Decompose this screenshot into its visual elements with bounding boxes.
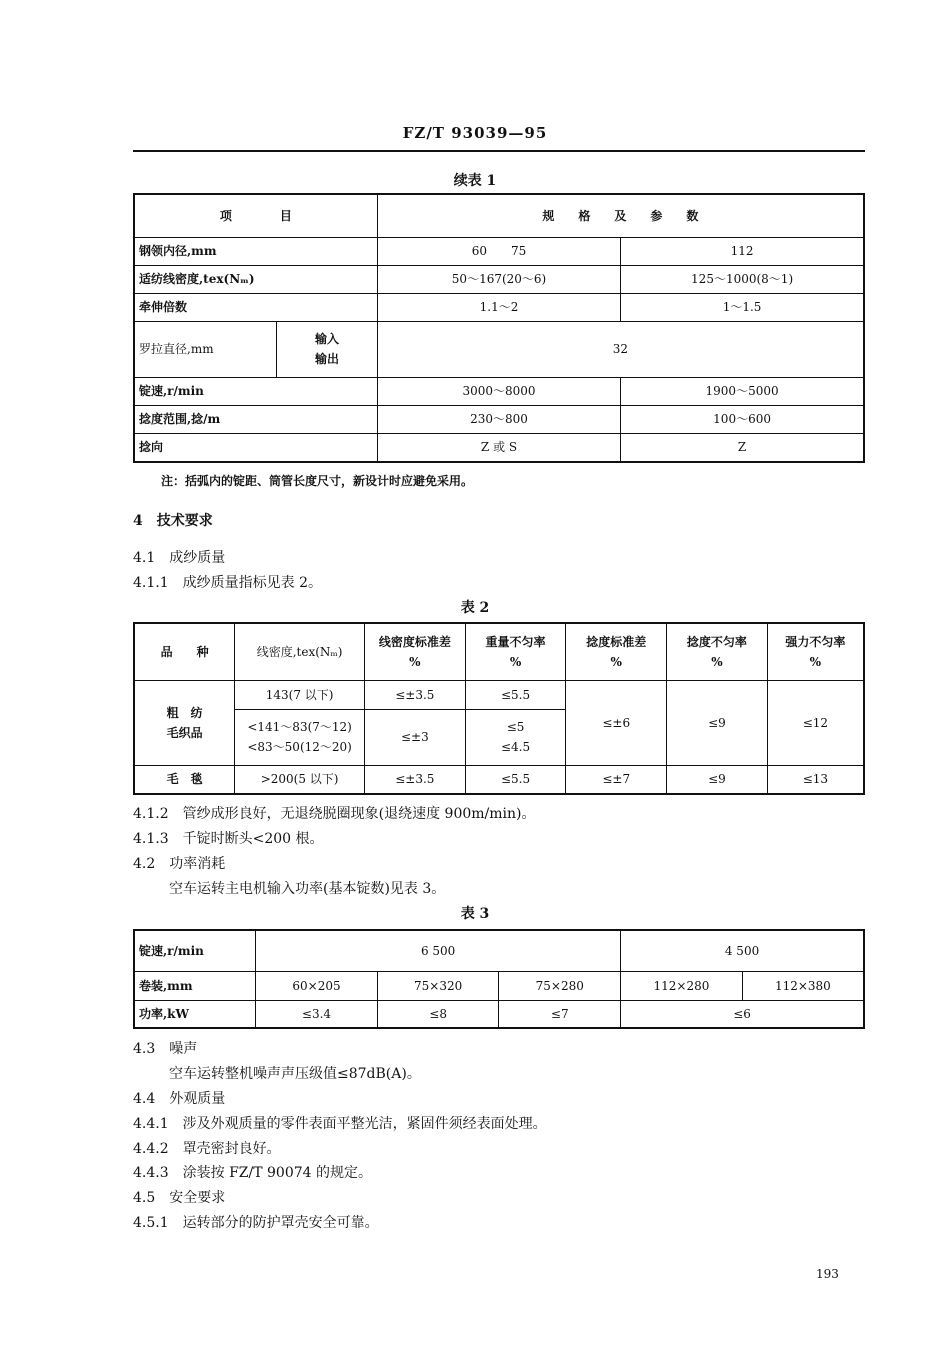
table-cell: 锭速,r/min bbox=[134, 377, 377, 405]
table-cell: 1900～5000 bbox=[621, 377, 864, 405]
section-4-heading: 4 技术要求 bbox=[133, 513, 213, 529]
table-row bbox=[134, 237, 864, 265]
table-cell: ≤7 bbox=[499, 1000, 621, 1028]
table-cell: 1.1～2 bbox=[377, 293, 620, 321]
table-row bbox=[134, 293, 864, 321]
cell-line: <83～50(12～20) bbox=[247, 740, 352, 754]
table-cell: 品 种 bbox=[134, 623, 235, 680]
input-label: 输入 bbox=[315, 332, 340, 346]
table1-note: 注：括弧内的锭距、筒管长度尺寸，新设计时应避免采用。 bbox=[161, 474, 474, 488]
document-header: FZ/T 93039—95 bbox=[402, 124, 548, 142]
table-row bbox=[134, 405, 864, 433]
section-4-4-2: 4.4.2 罩壳密封良好。 bbox=[133, 1141, 281, 1157]
table-cell: 230～800 bbox=[377, 405, 620, 433]
table-cell: 牵伸倍数 bbox=[134, 293, 377, 321]
section-4-1-3: 4.1.3 千锭时断头<200 根。 bbox=[133, 831, 324, 847]
table-cell bbox=[364, 623, 465, 680]
table-cell: 60×205 bbox=[256, 971, 378, 1000]
table-cell: 线密度,tex(Nₘ) bbox=[235, 623, 365, 680]
table1-head-spec: 规 格 及 参 数 bbox=[377, 194, 864, 237]
table-cell: ≤±6 bbox=[566, 680, 667, 765]
table1-header-row bbox=[134, 194, 864, 237]
head-text: 线密度标准差 bbox=[378, 634, 451, 649]
table-cell: 卷装,mm bbox=[134, 971, 256, 1000]
table3-caption: 表 3 bbox=[460, 906, 490, 922]
table-cell bbox=[465, 623, 566, 680]
head-text: 捻度标准差 bbox=[586, 634, 647, 649]
cell-line: ≤5 bbox=[506, 720, 525, 734]
table-cell: Z bbox=[621, 433, 864, 462]
table3 bbox=[133, 929, 865, 1029]
table-cell: 4 500 bbox=[621, 930, 864, 971]
table-cell: Z 或 S bbox=[377, 433, 620, 462]
page-number: 193 bbox=[816, 1267, 839, 1281]
table-cell: ≤6 bbox=[621, 1000, 864, 1028]
table-row bbox=[134, 930, 864, 971]
table-cell: 罗拉直径,mm bbox=[134, 321, 277, 377]
section-4-2: 4.2 功率消耗 bbox=[133, 856, 226, 872]
table-cell: 锭速,r/min bbox=[134, 930, 256, 971]
group-label: 粗 纺 bbox=[166, 705, 203, 720]
group-label: 毛织品 bbox=[166, 725, 203, 740]
table-cell: ≤3.4 bbox=[256, 1000, 378, 1028]
table-cell: 60 75 bbox=[377, 237, 620, 265]
head-text: 捻度不匀率 bbox=[686, 634, 747, 649]
table-cell bbox=[566, 623, 667, 680]
table-cell bbox=[667, 623, 768, 680]
cell-line: ≤4.5 bbox=[500, 740, 531, 754]
table1-head-item: 项 目 bbox=[134, 194, 377, 237]
table-cell: ≤±7 bbox=[566, 765, 667, 794]
table-cell: 3000～8000 bbox=[377, 377, 620, 405]
table-cell bbox=[134, 680, 235, 765]
table-row bbox=[134, 377, 864, 405]
table-cell: 毛 毯 bbox=[134, 765, 235, 794]
table-cell: 32 bbox=[377, 321, 864, 377]
section-4-4-3: 4.4.3 涂装按 FZ/T 90074 的规定。 bbox=[133, 1165, 373, 1181]
table-cell: 75×320 bbox=[377, 971, 499, 1000]
section-4-1-1: 4.1.1 成纱质量指标见表 2。 bbox=[133, 575, 322, 591]
table-cell: 125～1000(8～1) bbox=[621, 265, 864, 293]
table-cell: ≤±3.5 bbox=[364, 765, 465, 794]
table-row bbox=[134, 321, 864, 377]
table-cell: ≤12 bbox=[767, 680, 864, 765]
table2-header-row bbox=[134, 623, 864, 680]
head-text: 重量不匀率 bbox=[485, 634, 546, 649]
table-cell: 6 500 bbox=[256, 930, 621, 971]
table-cell: >200(5 以下) bbox=[235, 765, 365, 794]
output-label: 输出 bbox=[315, 352, 340, 366]
table-row bbox=[134, 433, 864, 462]
head-unit: % bbox=[711, 654, 723, 669]
head-unit: % bbox=[610, 654, 622, 669]
table1 bbox=[133, 193, 865, 463]
table-cell: 75×280 bbox=[499, 971, 621, 1000]
table-cell bbox=[465, 709, 566, 765]
head-text: 强力不匀率 bbox=[785, 634, 846, 649]
table-cell: 143(7 以下) bbox=[235, 680, 365, 709]
section-4-2-text: 空车运转主电机输入功率(基本锭数)见表 3。 bbox=[169, 881, 446, 897]
head-unit: % bbox=[509, 654, 522, 669]
table-cell bbox=[277, 321, 378, 377]
table-cell: 捻向 bbox=[134, 433, 377, 462]
table-cell: 钢领内径,mm bbox=[134, 237, 377, 265]
table-row bbox=[134, 765, 864, 794]
section-4-1-2: 4.1.2 管纱成形良好，无退绕脱圈现象(退绕速度 900m/min)。 bbox=[133, 806, 536, 822]
section-4-1: 4.1 成纱质量 bbox=[133, 550, 226, 566]
table-cell: 1～1.5 bbox=[621, 293, 864, 321]
table-cell: ≤5.5 bbox=[465, 680, 566, 709]
table-cell: ≤13 bbox=[767, 765, 864, 794]
table1-caption: 续表 1 bbox=[453, 173, 497, 189]
section-4-5: 4.5 安全要求 bbox=[133, 1190, 226, 1206]
table-cell: ≤±3.5 bbox=[364, 680, 465, 709]
table-row bbox=[134, 1000, 864, 1028]
header-rule bbox=[133, 150, 865, 152]
table-cell: ≤±3 bbox=[364, 709, 465, 765]
table-cell: ≤9 bbox=[667, 680, 768, 765]
section-4-5-1: 4.5.1 运转部分的防护罩壳安全可靠。 bbox=[133, 1215, 379, 1231]
table-row bbox=[134, 971, 864, 1000]
table-cell: 112 bbox=[621, 237, 864, 265]
table-cell: ≤5.5 bbox=[465, 765, 566, 794]
table-cell: 100～600 bbox=[621, 405, 864, 433]
table-cell: 功率,kW bbox=[134, 1000, 256, 1028]
table-cell bbox=[235, 709, 365, 765]
head-unit: % bbox=[409, 654, 421, 669]
table-row bbox=[134, 680, 864, 709]
table-cell bbox=[767, 623, 864, 680]
section-4-3: 4.3 噪声 bbox=[133, 1041, 198, 1057]
table-cell: 50～167(20～6) bbox=[377, 265, 620, 293]
table-cell: 112×280 bbox=[621, 971, 743, 1000]
table-cell: 捻度范围,捻/m bbox=[134, 405, 377, 433]
table-cell: 适纺线密度,tex(Nₘ) bbox=[134, 265, 377, 293]
table2 bbox=[133, 622, 865, 795]
head-unit: % bbox=[809, 654, 822, 669]
section-4-3-text: 空车运转整机噪声声压级值≤87dB(A)。 bbox=[169, 1066, 421, 1082]
section-4-4: 4.4 外观质量 bbox=[133, 1091, 226, 1107]
table-cell: 112×380 bbox=[742, 971, 864, 1000]
table-cell: ≤8 bbox=[377, 1000, 499, 1028]
cell-line: <141～83(7～12) bbox=[247, 720, 352, 734]
table-row bbox=[134, 265, 864, 293]
table-cell: ≤9 bbox=[667, 765, 768, 794]
section-4-4-1: 4.4.1 涉及外观质量的零件表面平整光洁，紧固件须经表面处理。 bbox=[133, 1116, 547, 1132]
table2-caption: 表 2 bbox=[460, 600, 490, 616]
